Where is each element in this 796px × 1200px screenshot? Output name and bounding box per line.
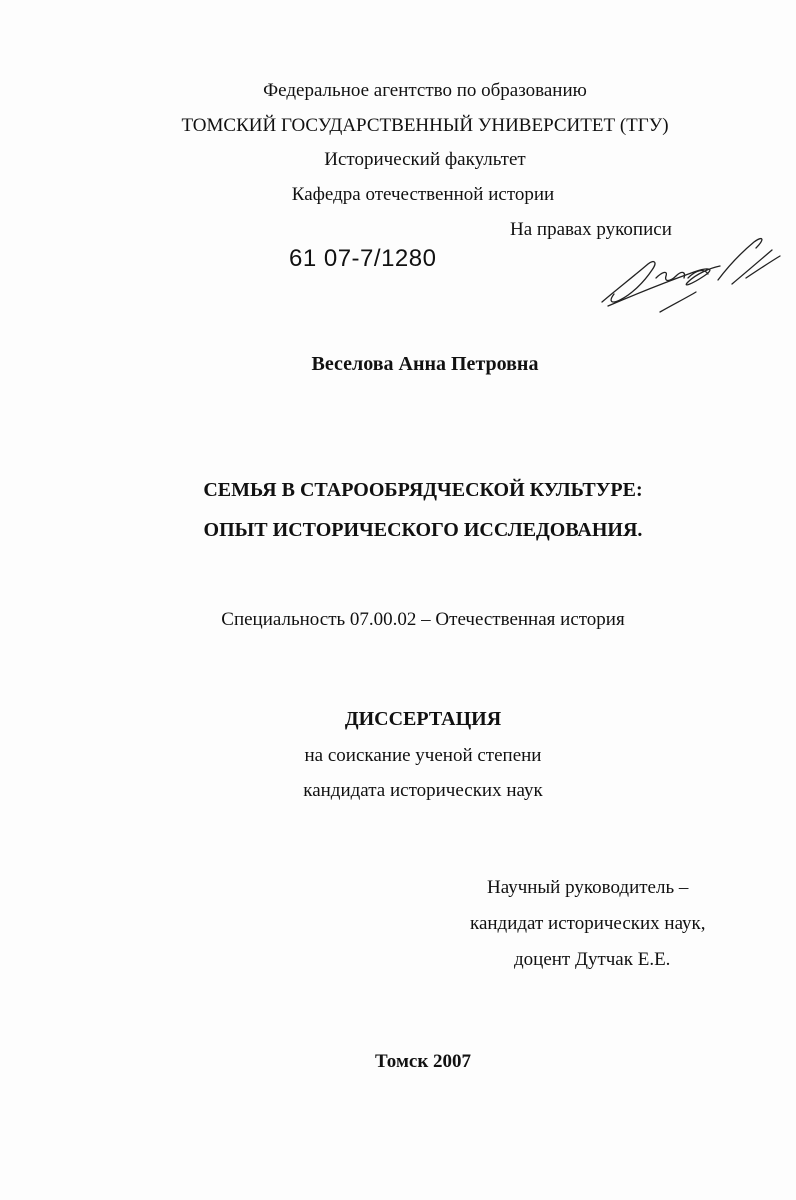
- department-name: Кафедра отечественной истории: [291, 184, 555, 205]
- faculty-name: Исторический факультет: [324, 149, 526, 170]
- registry-number: 61 07-7/1280: [289, 245, 437, 272]
- thesis-title-line-2: ОПЫТ ИСТОРИЧЕСКОГО ИССЛЕДОВАНИЯ.: [203, 519, 643, 541]
- supervisor-line-1: Научный руководитель –: [487, 877, 689, 898]
- city-year: Томск 2007: [374, 1051, 472, 1072]
- supervisor-line-2: кандидат исторических наук,: [470, 913, 706, 934]
- manuscript-note: На правах рукописи: [510, 219, 672, 240]
- author-name: Веселова Анна Петровна: [311, 353, 539, 375]
- thesis-title-line-1: СЕМЬЯ В СТАРООБРЯДЧЕСКОЙ КУЛЬТУРЕ:: [203, 479, 643, 501]
- document-type: ДИССЕРТАЦИЯ: [344, 708, 502, 730]
- agency-name: Федеральное агентство по образованию: [263, 80, 587, 101]
- specialty-line: Специальность 07.00.02 – Отечественная история: [221, 609, 625, 630]
- signature-icon: [596, 232, 782, 316]
- degree-line-1: на соискание ученой степени: [304, 745, 542, 766]
- degree-line-2: кандидата исторических наук: [303, 780, 543, 801]
- supervisor-line-3: доцент Дутчак Е.Е.: [514, 949, 671, 970]
- university-name: ТОМСКИЙ ГОСУДАРСТВЕННЫЙ УНИВЕРСИТЕТ (ТГУ): [181, 115, 669, 136]
